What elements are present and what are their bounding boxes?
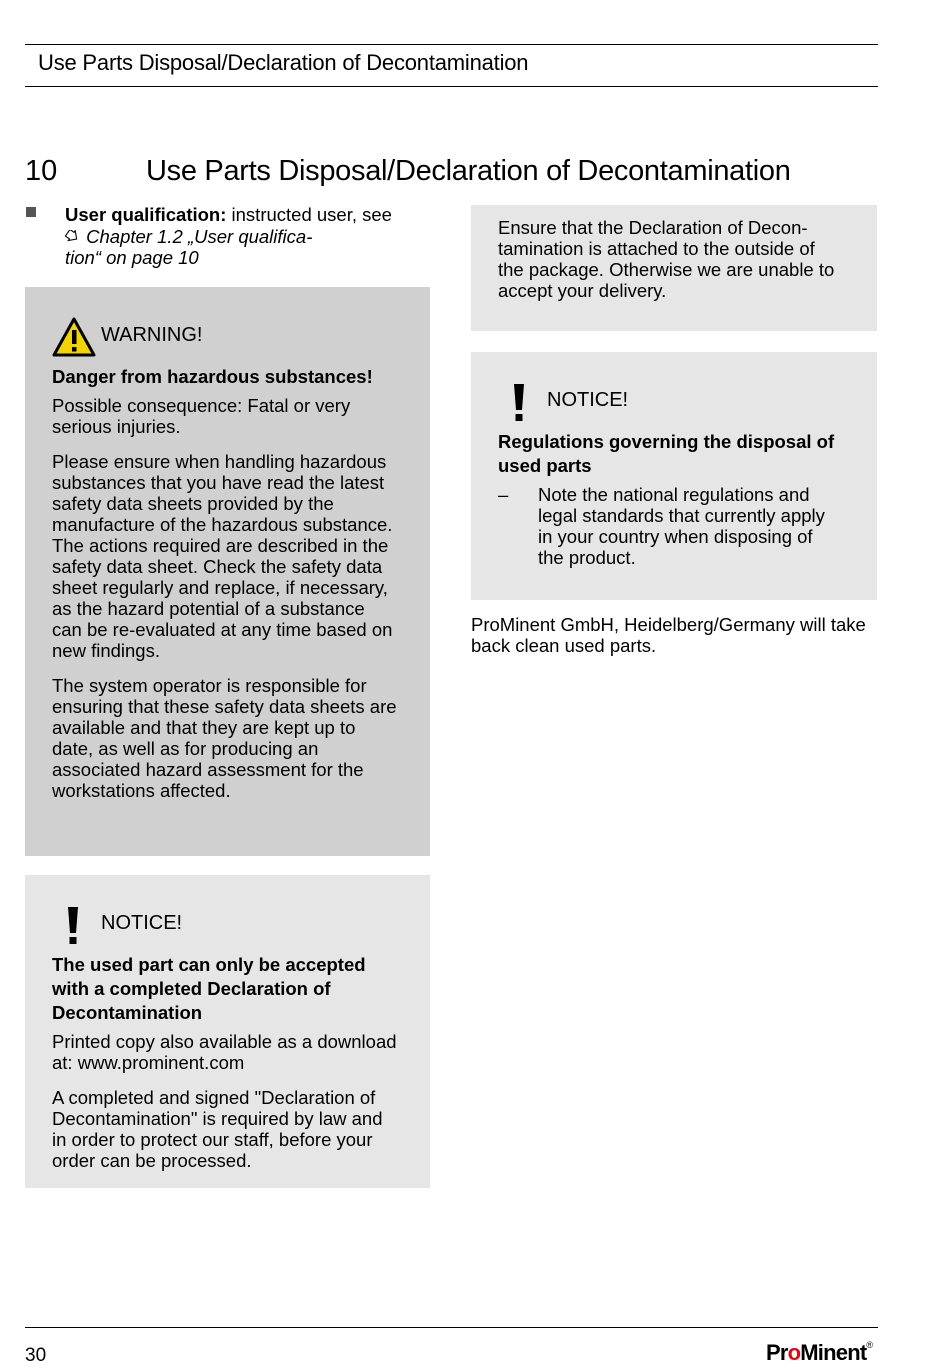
warning-heading: Danger from hazardous substances! [52,366,373,387]
registered-mark: ® [866,1339,873,1350]
list-item [498,484,843,568]
exclamation-icon [67,905,79,950]
qualification-link[interactable] [65,226,312,269]
bullet-square-icon [26,207,36,217]
brand-logo-o: o [787,1340,801,1365]
warning-box [25,287,430,856]
notice-right-item: Note the national regulations and legal standards that currently apply in your country when disposing of the product. [538,484,825,568]
footer-rule [25,1327,878,1328]
brand-logo [766,1340,872,1366]
running-header: Use Parts Disposal/Declaration of Decontamination [38,50,529,75]
header-top-rule [25,44,878,45]
warning-paragraph-2: The system operator is responsible for ensuring that these safety data sheets are available and that they are kept up to date, as well as for producing an associated hazard assessment for the workstations affected. [52,675,397,801]
qualification-label: User qualification: [65,204,227,225]
notice-left-content [52,953,397,1185]
chapter-number: 10 [25,155,58,187]
notice-box-right [471,352,877,600]
brand-logo-part-2: Minent [800,1340,867,1365]
info-right-text: Ensure that the Declaration of Decontamination is attached to the outside of the package. Otherwise we are unable to accept your delivery. [498,217,835,301]
warning-consequence: Possible consequence: Fatal or very serious injuries. [52,395,351,437]
warning-signal-word: WARNING! [101,324,203,346]
notice-right-signal-word: NOTICE! [547,389,629,411]
qualification-text: instructed user, see [226,204,392,225]
warning-content [52,365,397,815]
warning-triangle-icon [52,317,96,362]
dash-marker: – [498,484,509,505]
info-box-right [471,205,877,331]
qualification-link-text: Chapter 1.2 „User qualifica- [86,225,313,247]
notice-right-heading: Regulations governing the disposal of used parts [498,431,835,476]
page-number: 30 [25,1345,47,1366]
exclamation-icon [513,382,525,427]
qualification-link-text-2: tion“ on page 10 [65,247,199,268]
notice-left-paragraph-1: Printed copy also available as a download at: www.prominent.com [52,1031,397,1073]
notice-left-heading: The used part can only be accepted with a completed Declaration of Decontamination [52,954,366,1023]
chapter-title: Use Parts Disposal/Declaration of Decontamination [146,155,791,187]
notice-box-left [25,875,430,1188]
notice-left-paragraph-2: A completed and signed "Declaration of Decontamination" is required by law and in order to protect our staff, before your order can be processed. [52,1087,383,1171]
notice-right-content [498,430,843,568]
warning-paragraph-1: Please ensure when handling hazardous substances that you have read the latest safety data sheets provided by the manufacture of the hazardous substance. The actions required are described in the safety data sheet. Check the safety data sheet regularly and replace, if necessary, as the hazard potential of a substance can be re-evaluated at any time based on new findings. [52,451,393,661]
header-bottom-rule [25,86,878,87]
takeback-text: ProMinent GmbH, Heidelberg/Germany will take back clean used parts. [471,614,866,656]
notice-left-signal-word: NOTICE! [101,912,183,934]
link-arrow-icon [65,226,86,247]
brand-logo-part-1: Pr [766,1340,788,1365]
user-qualification [65,204,425,269]
